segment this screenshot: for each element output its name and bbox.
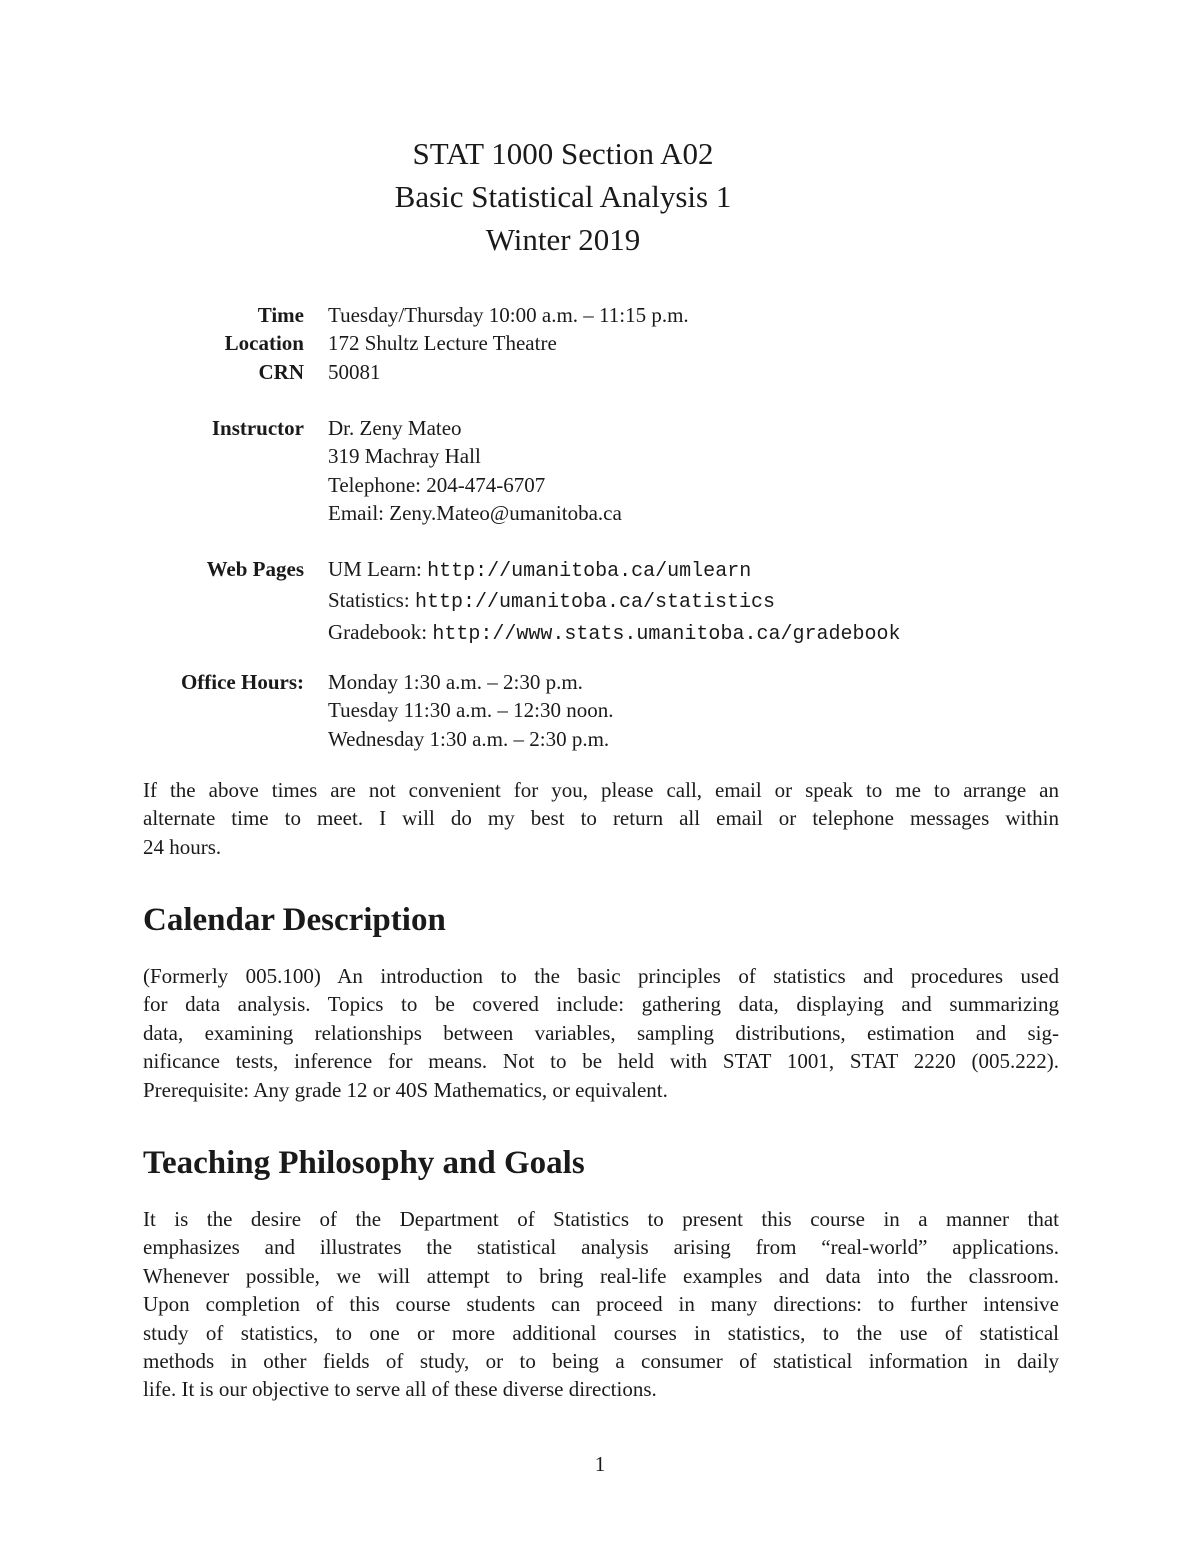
web-page-name: UM Learn: [328,557,428,581]
paragraph-line: It is the desire of the Department of Statistics to present this course in a manner that [143,1207,1059,1231]
telephone-number: 204-474-6707 [426,472,546,497]
crn-label: CRN [258,359,304,384]
course-subtitle: Basic Statistical Analysis 1 [394,179,732,214]
instructor-details [328,414,622,528]
teaching-philosophy-heading: Teaching Philosophy and Goals [143,1145,585,1181]
telephone-prefix: Telephone: [328,472,427,497]
paragraph-line: nificance tests, inference for means. Not to be held with STAT 1001, STAT 2220 (005.222). [143,1049,1059,1074]
paragraph-line: methods in other fields of study, or to being a consumer of statistical information in daily [143,1349,1059,1374]
paragraph-line: (Formerly 005.100) An introduction to the basic principles of statistics and procedures used [143,964,1059,988]
web-pages-row [100,555,900,649]
email-prefix: Email: [328,501,390,526]
availability-paragraph [143,776,1059,861]
instructor-email [328,499,622,527]
term: Winter 2019 [485,222,641,257]
web-pages-list [328,555,900,649]
paragraph-line: data, examining relationships between variables, sampling distributions, estimation and sig- [143,1020,1059,1045]
crn-row [100,358,689,386]
location-row [100,329,689,357]
instructor-row [100,414,622,528]
paragraph-line: life. It is our objective to serve all of these diverse directions. [143,1377,657,1402]
time-value: Tuesday/Thursday 10:00 a.m. – 11:15 p.m. [328,303,689,327]
web-page-link[interactable]: http://umanitoba.ca/statistics [414,591,775,615]
web-page-gradebook [328,618,900,649]
paragraph-line: Prerequisite: Any grade 12 or 40S Mathematics, or equivalent. [143,1077,668,1102]
paragraph-line: Upon completion of this course students can proceed in many directions: to further intensive [143,1292,1059,1317]
instructor-label: Instructor [211,416,304,440]
email-address[interactable]: Zeny.Mateo@umanitoba.ca [389,501,622,526]
web-page-link[interactable]: http://www.stats.umanitoba.ca/gradebook [432,622,901,646]
crn-value: 50081 [328,359,381,384]
paragraph-line: emphasizes and illustrates the statistical analysis arising from “real-world” applications. [143,1235,1059,1260]
page-number: 1 [594,1452,606,1476]
course-info [100,301,689,386]
web-page-umlearn [328,555,900,586]
course-title: STAT 1000 Section A02 [412,136,714,171]
web-page-link[interactable]: http://umanitoba.ca/umlearn [427,560,752,583]
office-hours-info [100,668,613,753]
location-label: Location [224,331,304,356]
paragraph-line: Whenever possible, we will attempt to bring real-life examples and data into the classroom. [143,1263,1059,1288]
calendar-description-heading: Calendar Description [143,902,446,938]
office-hours-label: Office Hours: [180,670,304,694]
instructor-name: Dr. Zeny Mateo [328,416,462,440]
calendar-description-paragraph [143,962,1059,1104]
office-hours-item: Monday 1:30 a.m. – 2:30 p.m. [328,670,583,694]
time-row [100,301,689,329]
instructor-telephone [328,471,622,499]
instructor-office: 319 Machray Hall [328,444,481,469]
office-hours-item: Tuesday 11:30 a.m. – 12:30 noon. [328,698,614,723]
web-page-statistics [328,586,900,617]
paragraph-line: 24 hours. [143,834,222,859]
paragraph-line: alternate time to meet. I will do my best to return all email or telephone messages within [143,806,1059,831]
time-label: Time [257,303,304,327]
office-hours-row [100,668,613,753]
teaching-philosophy-paragraph [143,1205,1059,1404]
web-pages-info [100,555,900,649]
location-value: 172 Shultz Lecture Theatre [328,331,557,356]
office-hours-list [328,668,613,753]
web-page-name: Gradebook: [328,619,433,644]
paragraph-line: study of statistics, to one or more additional courses in statistics, to the use of statistical [143,1320,1059,1345]
office-hours-item: Wednesday 1:30 a.m. – 2:30 p.m. [328,726,610,751]
web-page-name: Statistics: [328,588,415,613]
paragraph-line: for data analysis. Topics to be covered include: gathering data, displaying and summarizing [143,992,1059,1017]
web-pages-label: Web Pages [206,557,304,581]
title-block [0,132,1126,261]
paragraph-line: If the above times are not convenient for you, please call, email or speak to me to arrange an [143,778,1059,802]
instructor-info [100,414,622,528]
